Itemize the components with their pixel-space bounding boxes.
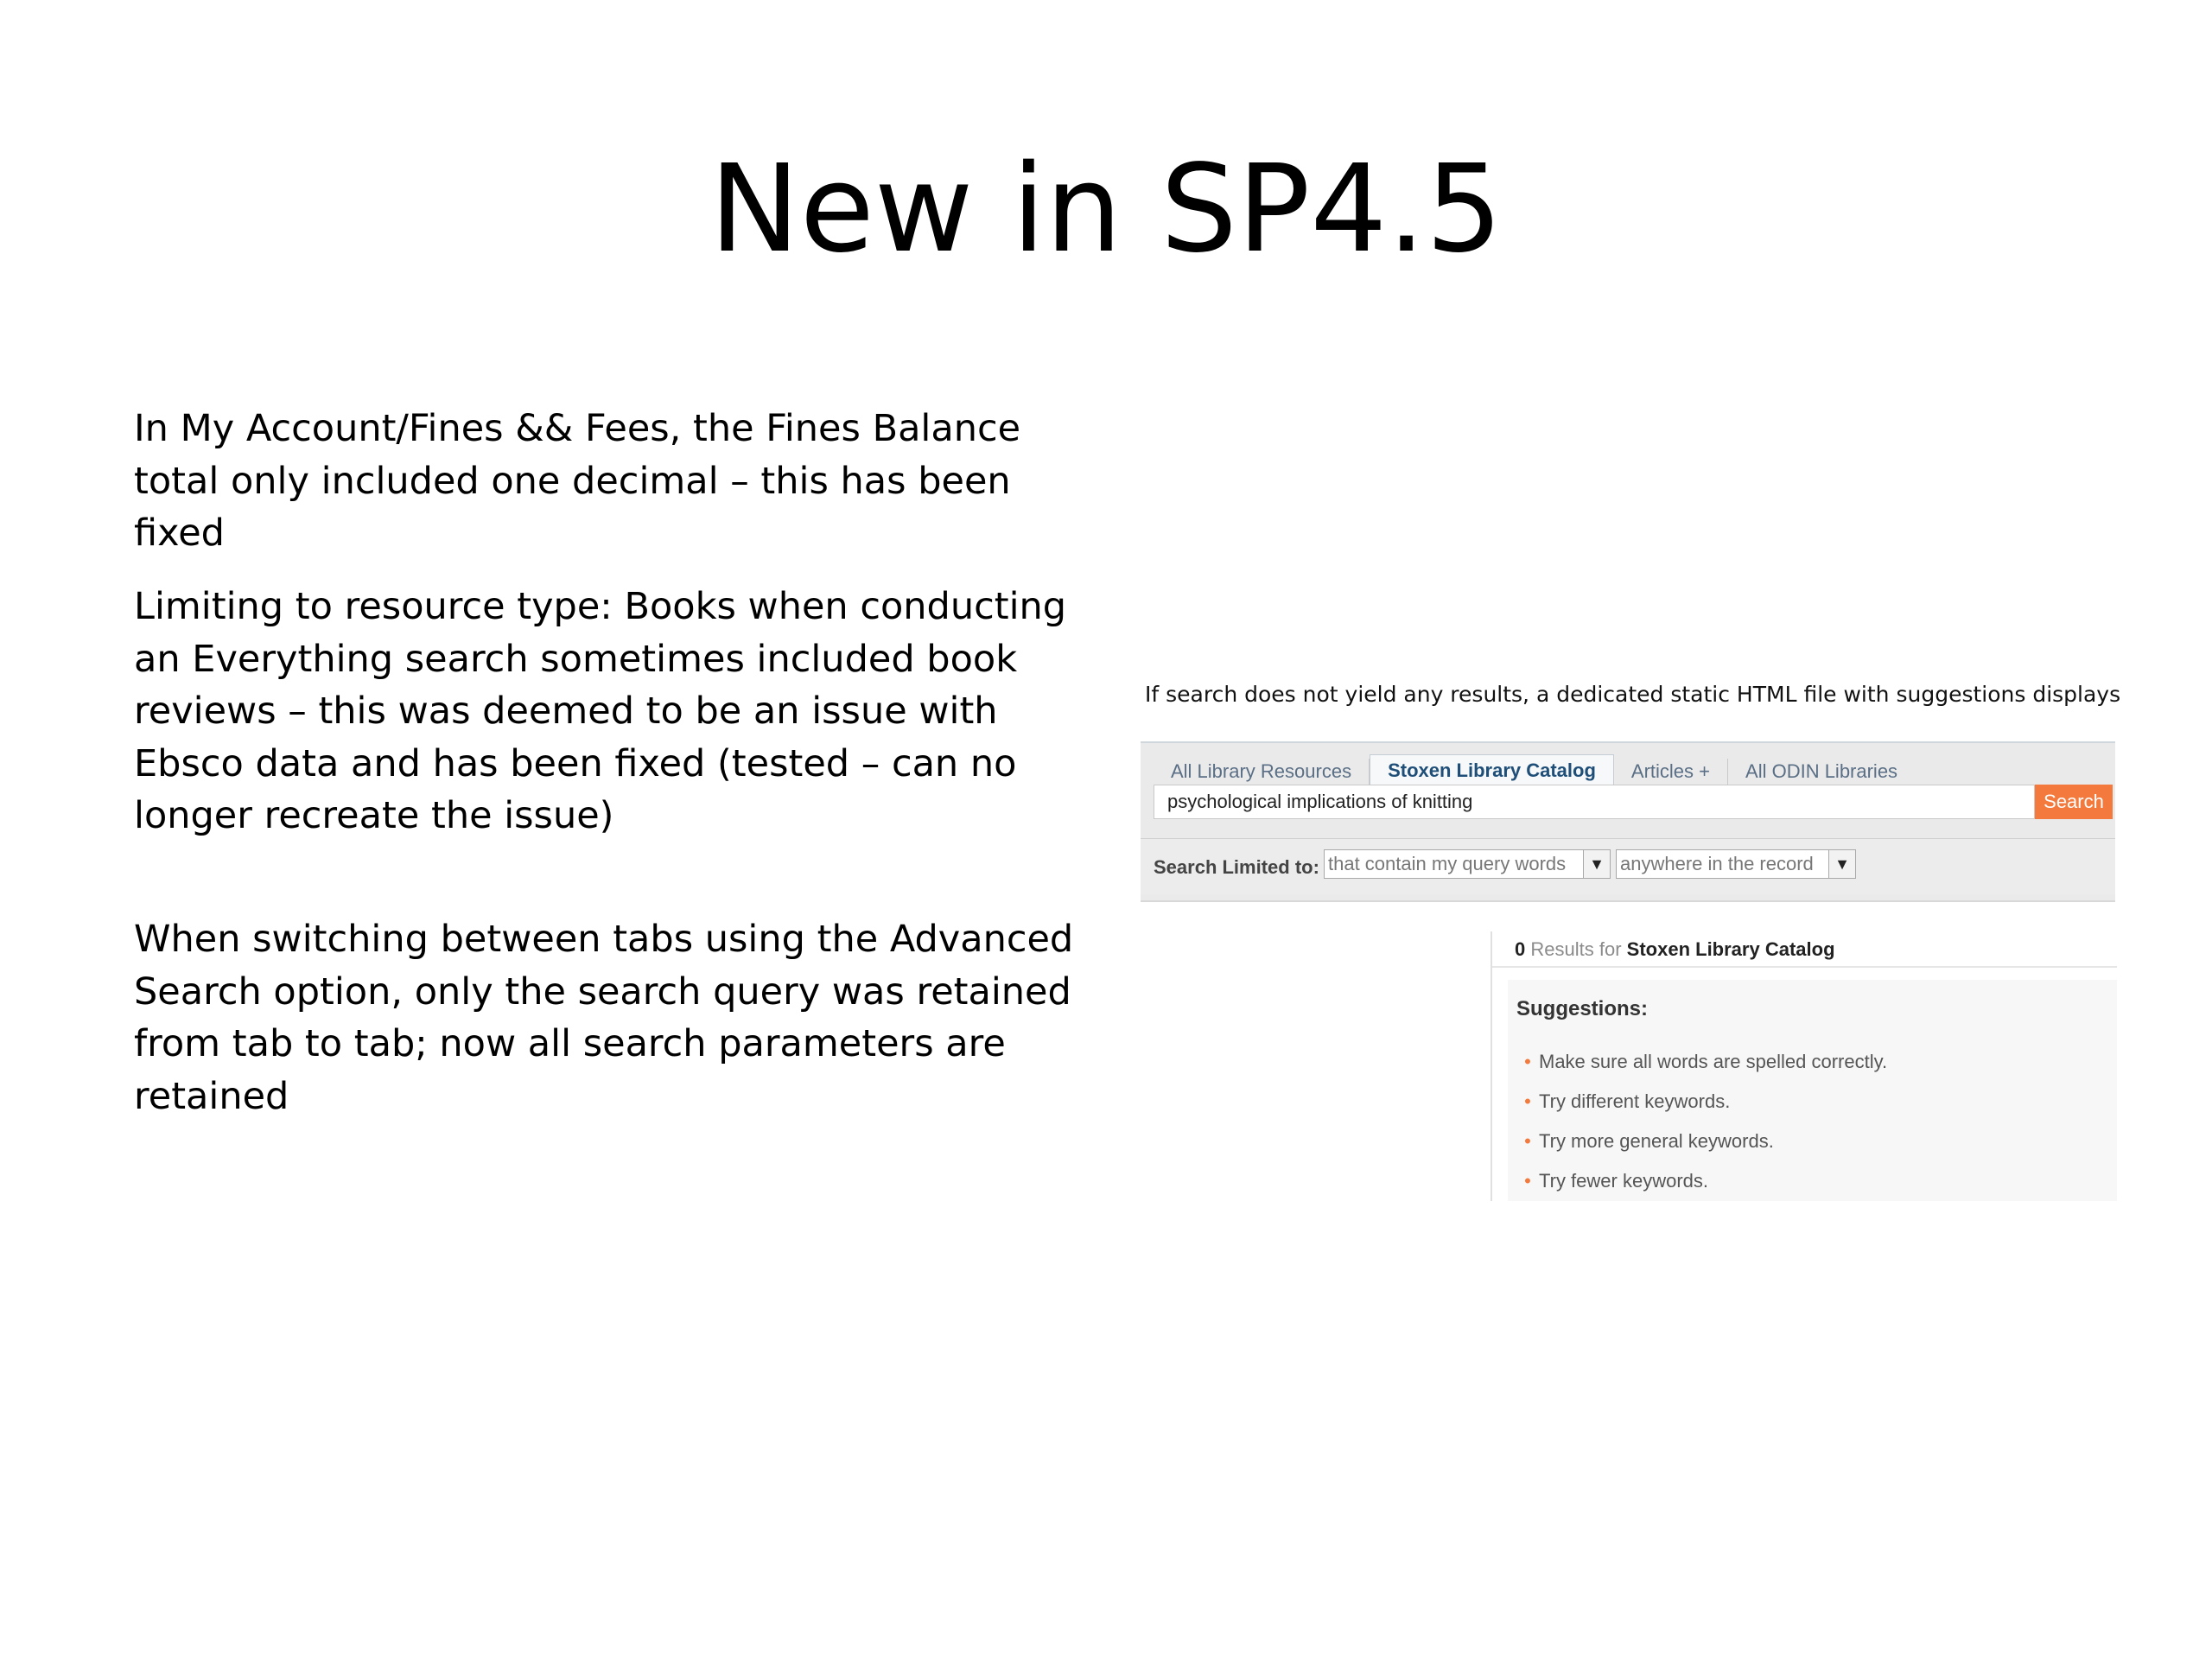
list-item: • Try more general keywords. [1516, 1122, 1887, 1161]
bullet-icon: • [1524, 1170, 1531, 1192]
search-limit-bar [1141, 838, 2115, 894]
list-item: • Try different keywords. [1516, 1082, 1887, 1122]
results-label: Results [1530, 938, 1594, 960]
search-tabs [1154, 755, 1915, 785]
record-location-select[interactable] [1616, 849, 1856, 879]
suggestions-box [1508, 980, 2117, 1201]
bullet-icon: • [1524, 1090, 1531, 1112]
tab-all-odin-libraries[interactable]: All ODIN Libraries [1745, 760, 1898, 782]
search-input[interactable]: psychological implications of knitting [1154, 785, 2035, 819]
results-catalog-name: Stoxen Library Catalog [1626, 938, 1835, 960]
paragraph-resource-type: Limiting to resource type: Books when conducting an Everything search sometimes included book reviews – this was deemed to be an issue with Ebsco data and has been fixed (tested – can no longer recreate the issue) [134, 585, 1067, 837]
suggestions-list [1516, 1042, 1887, 1201]
results-count: 0 [1515, 938, 1526, 960]
tab-stoxen-library-catalog[interactable]: Stoxen Library Catalog [1370, 754, 1614, 785]
list-item: • Try fewer keywords. [1516, 1161, 1887, 1201]
search-widget [1141, 741, 2115, 902]
search-button[interactable]: Search [2035, 785, 2113, 819]
slide-title: New in SP4.5 [709, 139, 1503, 280]
query-words-select-value: that contain my query words [1328, 853, 1567, 874]
results-for-label: for [1599, 938, 1622, 960]
chevron-down-icon[interactable]: ▼ [1583, 850, 1610, 878]
chevron-down-icon[interactable]: ▼ [1828, 850, 1855, 878]
paragraph-advanced-search: When switching between tabs using the Advanced Search option, only the search query was retained from tab to tab; now all search parameters are retained [134, 918, 1074, 1118]
tab-articles[interactable]: Articles + [1614, 759, 1728, 785]
query-words-select[interactable] [1324, 849, 1611, 879]
results-panel [1491, 931, 2117, 1201]
paragraph-fines: In My Account/Fines && Fees, the Fines Balance total only included one decimal – this has been fixed [134, 407, 1021, 555]
screenshot-caption: If search does not yield any results, a dedicated static HTML file with suggestions displays [1145, 682, 2121, 707]
list-item: • Make sure all words are spelled correctly. [1516, 1042, 1887, 1082]
bullet-icon: • [1524, 1051, 1531, 1072]
results-header [1492, 931, 2117, 968]
search-limit-label: Search Limited to: [1154, 856, 1319, 878]
bullet-icon: • [1524, 1130, 1531, 1152]
suggestions-title: Suggestions: [1516, 997, 1649, 1020]
record-location-select-value: anywhere in the record [1620, 853, 1814, 874]
tab-all-library-resources[interactable]: All Library Resources [1154, 759, 1370, 785]
